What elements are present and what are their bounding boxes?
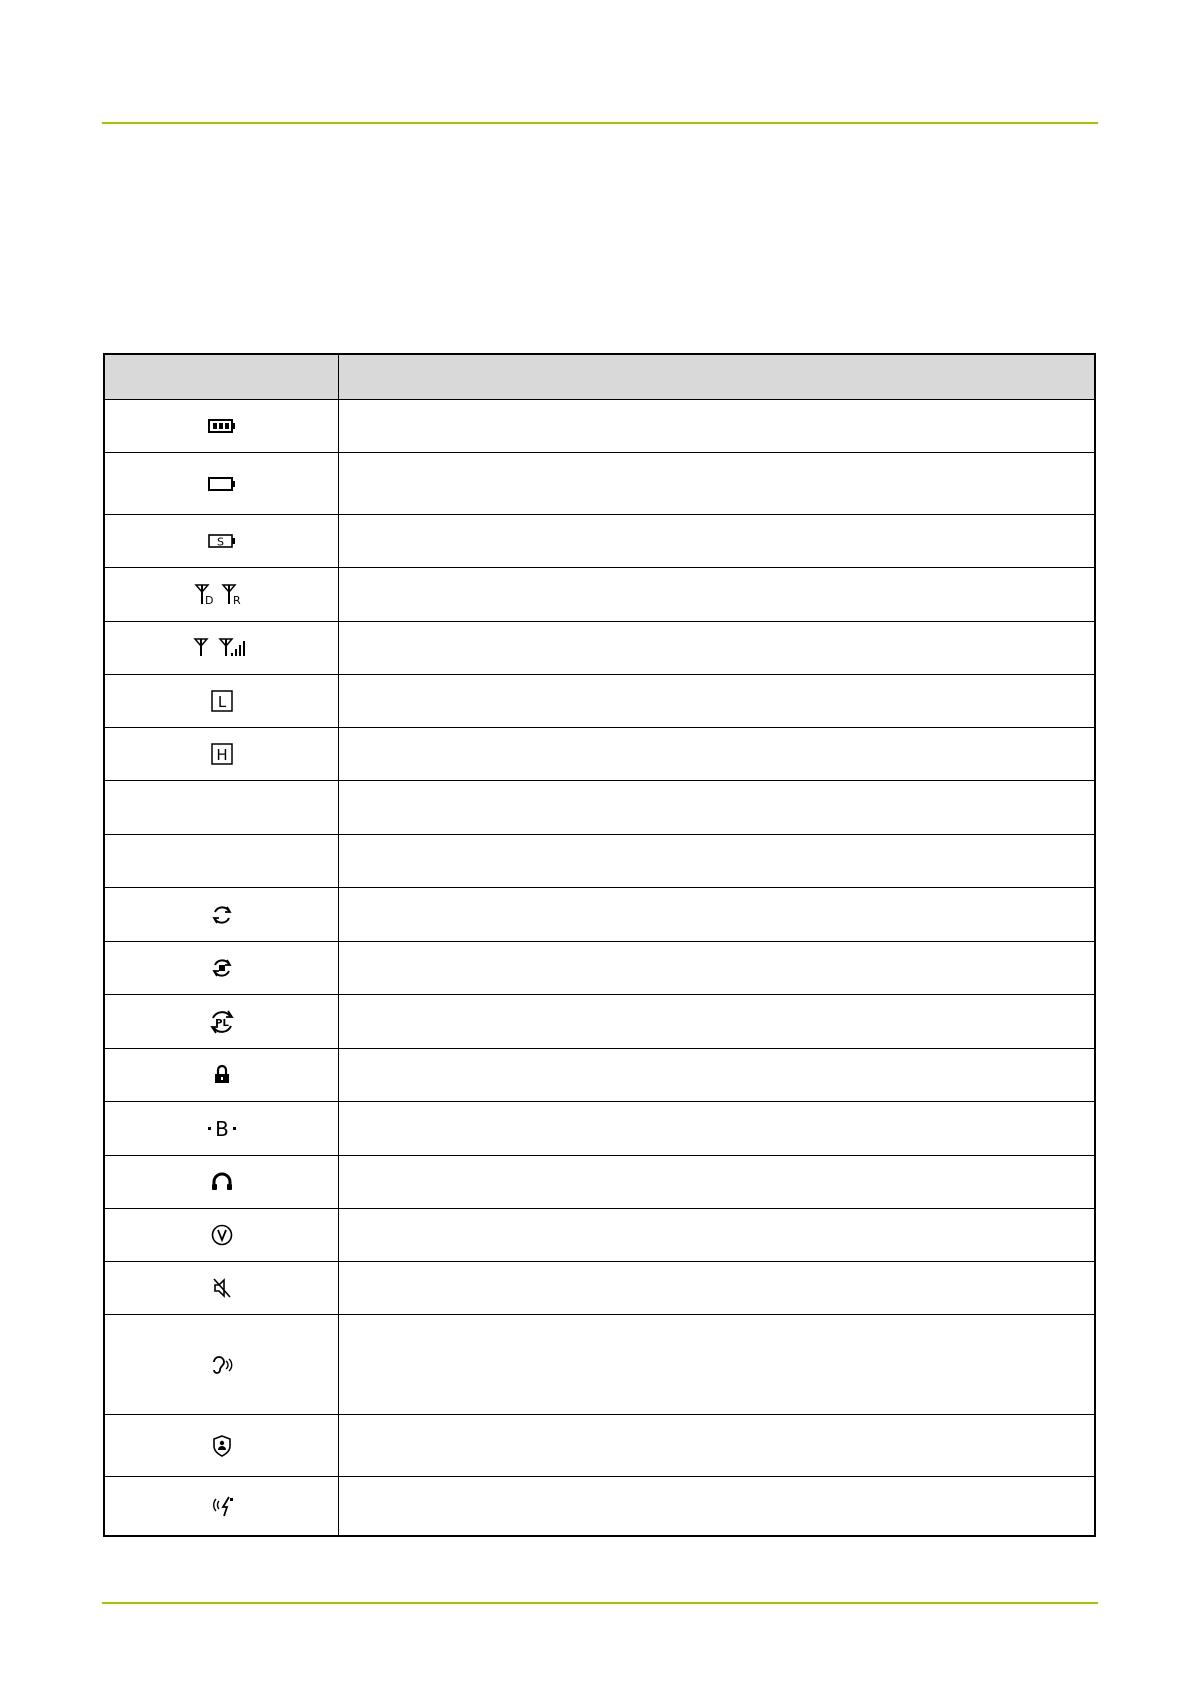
battery-full-icon: [208, 418, 236, 434]
footer-rule: [102, 1602, 1098, 1604]
table-row: [105, 674, 1094, 727]
table-row: [105, 994, 1094, 1048]
table-header-row: [105, 355, 1094, 399]
row-description: [339, 995, 1094, 1048]
table-row: [105, 1155, 1094, 1208]
table-row: [105, 1048, 1094, 1101]
row-description: [339, 1209, 1094, 1261]
svg-text:H: H: [215, 746, 228, 764]
scan-icon: [210, 903, 234, 927]
svg-text:L: L: [217, 693, 226, 711]
table-row: [105, 1476, 1094, 1535]
scan-pl-icon: [208, 1008, 236, 1036]
mute-icon: [211, 1276, 233, 1300]
headset-icon: [210, 1171, 234, 1193]
table-row: [105, 780, 1094, 834]
icon-table: [103, 353, 1096, 1537]
power-low-icon: [210, 689, 234, 713]
battery-empty-icon: [208, 476, 236, 492]
row-description: [339, 622, 1094, 674]
antenna-d-r-icon: [194, 582, 250, 608]
row-description: [339, 453, 1094, 514]
table-row: [105, 399, 1094, 452]
row-description: [339, 515, 1094, 567]
table-row: [105, 941, 1094, 994]
row-description: [339, 400, 1094, 452]
header-icon-column: [105, 355, 339, 399]
svg-text:PL: PL: [214, 1017, 229, 1029]
antenna-signal-icon: [193, 636, 251, 660]
row-description: [339, 942, 1094, 994]
table-row: [105, 1414, 1094, 1476]
lock-icon: [211, 1064, 233, 1086]
row-description: [339, 1477, 1094, 1535]
vox-v-icon: [210, 1223, 234, 1247]
row-description: [339, 1262, 1094, 1314]
table-row: [105, 514, 1094, 567]
bluetooth-b-icon: [206, 1116, 238, 1142]
scan-priority-icon: [210, 956, 234, 980]
svg-text:D: D: [204, 593, 213, 607]
table-row: [105, 1101, 1094, 1155]
row-description: [339, 1315, 1094, 1414]
row-description: [339, 675, 1094, 727]
row-description: [339, 781, 1094, 834]
table-row: [105, 567, 1094, 621]
row-description: [339, 1049, 1094, 1101]
header-description-column: [339, 355, 1094, 399]
battery-s-icon: [208, 533, 236, 549]
emergency-person-icon: [211, 1434, 233, 1458]
svg-text:B: B: [214, 1116, 229, 1141]
row-description: [339, 568, 1094, 621]
svg-text:S: S: [216, 535, 224, 549]
row-description: [339, 835, 1094, 887]
monitor-ear-icon: [209, 1353, 235, 1377]
table-row: [105, 621, 1094, 674]
svg-text:R: R: [232, 593, 241, 607]
row-description: [339, 888, 1094, 941]
power-high-icon: [210, 742, 234, 766]
table-row: [105, 887, 1094, 941]
row-description: [339, 1415, 1094, 1476]
row-description: [339, 1156, 1094, 1208]
row-description: [339, 1102, 1094, 1155]
table-row: [105, 1314, 1094, 1414]
row-description: [339, 728, 1094, 780]
call-alert-icon: [208, 1493, 236, 1519]
table-row: [105, 727, 1094, 780]
header-rule: [102, 122, 1098, 124]
table-row: [105, 452, 1094, 514]
table-row: [105, 834, 1094, 887]
table-row: [105, 1261, 1094, 1314]
table-row: [105, 1208, 1094, 1261]
